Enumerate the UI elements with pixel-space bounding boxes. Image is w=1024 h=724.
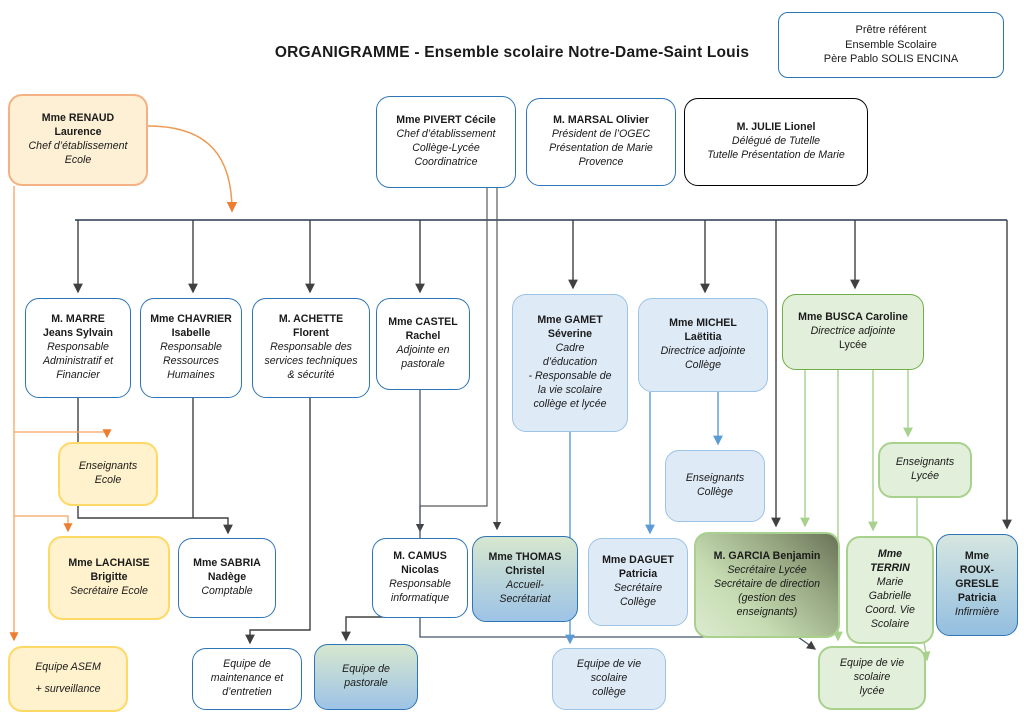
box-line: Mme BUSCA Caroline [798,311,908,324]
box-equipe-asem [8,646,128,712]
box-line: lycée [859,684,885,697]
box-line: Coord. Vie [865,603,915,616]
box-line: Responsable des [270,341,352,354]
box-line: collège [592,685,626,698]
box-line: collège et lycée [533,397,607,410]
box-gamet [512,294,628,432]
box-line: & sécurité [287,368,335,381]
box-line: Collège [620,595,656,608]
box-line: Ensemble Scolaire [845,38,937,51]
box-line: (gestion des [738,591,796,604]
box-equipe-pastorale [314,644,418,710]
box-line: Tutelle Présentation de Marie [707,148,845,161]
box-line: pastorale [344,677,388,689]
box-line: Mme LACHAISE [68,557,150,570]
box-achette [252,298,370,398]
box-line: Secrétaire [613,582,663,594]
box-renaud [8,94,148,186]
box-line: Mme PIVERT Cécile [396,114,496,127]
box-line: Infirmière [954,605,1000,618]
box-garcia [694,532,840,638]
box-sabria [178,538,276,618]
box-busca [782,294,924,370]
box-line: la vie scolaire [537,383,603,396]
box-line: Chef d’établissement [396,128,496,141]
box-line: Isabelle [171,327,211,340]
box-line: Enseignants [78,460,138,473]
box-line: Christel [505,565,545,578]
box-terrin [846,536,934,644]
box-line: Equipe de [223,658,271,671]
box-line: Administratif et [42,354,114,367]
box-line: Mme GAMET [537,314,603,327]
box-line: Chef d’établissement [28,140,128,152]
box-line: scolaire [853,671,891,684]
box-line: Jeans Sylvain [42,327,114,340]
box-line: Mme RENAUD [41,112,115,125]
box-line: Equipe de vie [576,658,642,671]
box-line: Florent [293,327,329,340]
box-line: Accueil- [506,579,544,591]
box-line: M. JULIE Lionel [736,121,816,134]
box-line: Adjointe en [396,344,450,356]
box-line: Collège-Lycée [412,142,480,154]
box-daguet [588,538,688,626]
box-line: Ecole [94,474,122,486]
box-line: Mme DAGUET [602,554,674,567]
box-line: Humaines [167,368,215,381]
box-line: Patricia [957,591,997,604]
box-enseignants-ecole [58,442,158,506]
box-line: scolaire [590,672,628,685]
box-line: Secrétariat [499,592,551,605]
box-line: Nadège [207,571,247,584]
box-marsal [526,98,676,186]
box-line: Enseignants [895,456,955,469]
box-line: Laëtitia [684,331,722,344]
box-line: Patricia [618,568,658,581]
box-line: services techniques [264,354,358,367]
box-line: Equipe ASEM [35,661,101,674]
box-line: Equipe de vie [839,657,905,670]
box-equipe-maintenance [192,648,302,710]
box-line: Directrice adjointe [660,345,746,357]
box-lachaise [48,536,170,620]
box-line: Secrétaire de direction [714,578,820,591]
box-line: Responsable [389,578,451,590]
box-line: Nicolas [401,564,439,577]
box-line: Mme SABRIA [193,557,261,570]
box-line: M. ACHETTE [278,313,344,326]
box-line: Enseignants [685,472,745,485]
box-line: Mme CASTEL [388,316,458,329]
box-line: Cadre [555,342,585,355]
box-camus [372,538,468,618]
box-line: Père Pablo SOLIS ENCINA [823,53,959,66]
box-line: Financier [56,368,100,381]
box-line: Directrice adjointe [810,325,896,338]
page-title: ORGANIGRAMME - Ensemble scolaire Notre-Dame-Saint Louis [274,44,750,61]
box-line: pastorale [401,357,445,370]
box-line: Mme MICHEL [669,317,737,330]
box-line: Mme [964,550,990,563]
box-line: maintenance et [210,672,284,685]
box-line: Ecole [64,153,92,166]
box-line: Séverine [547,328,593,341]
box-line: Scolaire [870,617,910,630]
box-line: Responsable [47,341,109,354]
box-line: Rachel [405,330,441,343]
box-line: Brigitte [90,571,128,584]
box-line: Présentation de Marie [549,142,653,154]
box-line: Equipe de [342,663,390,676]
box-line: M. MARRE [51,313,105,326]
box-equipe-vie-college [552,648,666,710]
box-line: d’entretien [222,685,272,698]
box-julie [684,98,868,186]
box-line: Ressources [163,354,219,367]
box-line: Coordinatrice [414,155,478,168]
box-line: Gabrielle [868,590,912,602]
box-line: Délégué de Tutelle [731,135,821,148]
box-line: Collège [685,358,721,371]
box-pretre-referent [778,12,1004,78]
box-michel [638,298,768,392]
box-line: Collège [697,486,733,498]
box-line: Comptable [201,584,253,597]
box-line: GRESLE [955,578,999,591]
box-line: ROUX- [959,564,995,577]
box-pivert [376,96,516,188]
box-line: Mme THOMAS [488,551,562,564]
box-line: Mme [877,548,903,561]
box-chavrier [140,298,242,398]
box-roux-gresle [936,534,1018,636]
box-line: Secrétaire Lycée [727,564,807,577]
box-line: enseignants) [736,605,798,618]
box-line: M. CAMUS [393,550,447,563]
box-marre [25,298,131,398]
box-line: Président de l’OGEC [551,128,651,141]
box-line: Lycée [910,470,940,482]
box-line: TERRIN [870,562,910,575]
box-line: Lycée [839,338,867,351]
box-line: + surveillance [35,683,101,695]
box-line: M. MARSAL Olivier [553,114,649,127]
box-enseignants-college [665,450,765,522]
box-castel [376,298,470,390]
box-line: informatique [390,591,450,604]
box-equipe-vie-lycee [818,646,926,710]
box-line: Prêtre référent [855,24,927,37]
box-thomas [472,536,578,622]
box-line: Laurence [54,126,102,139]
box-line: Marie [876,576,904,589]
box-line: Secrétaire Ecole [70,584,148,597]
box-line: Mme CHAVRIER [150,313,232,326]
box-line: d’éducation [542,356,598,369]
box-line: Responsable [160,341,222,354]
box-line: - Responsable de [528,369,612,382]
box-line: Provence [578,155,624,168]
box-enseignants-lycee [878,442,972,498]
box-line: M. GARCIA Benjamin [713,550,821,563]
